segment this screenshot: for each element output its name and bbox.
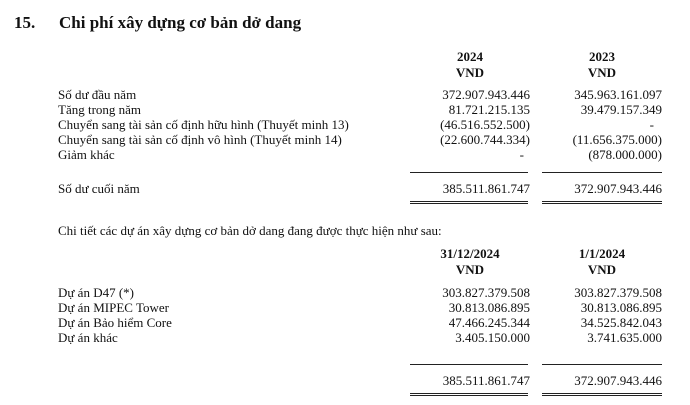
value-2024: 81.721.215.135 (448, 102, 530, 117)
table2-unit-start: VND (587, 262, 617, 277)
project-label: Dự án Bảo hiểm Core (58, 315, 172, 330)
table1-unit-2023: VND (587, 65, 617, 80)
row-label: Tăng trong năm (58, 102, 142, 117)
value-start: 303.827.379.508 (574, 285, 662, 300)
table-row (0, 285, 690, 300)
project-label: Dự án D47 (*) (58, 285, 135, 300)
value-2023: 39.479.157.349 (580, 102, 662, 117)
value-2023: (11.656.375.000) (572, 132, 662, 147)
section-number: 15. (14, 13, 36, 32)
table-row (0, 132, 690, 147)
subtotal-rule-start (542, 364, 662, 365)
table1-unit-2024: VND (455, 65, 485, 80)
table-row (0, 87, 690, 102)
value-end: 303.827.379.508 (442, 285, 530, 300)
total-2023: 372.907.943.446 (574, 181, 662, 196)
total-double-rule-end (410, 393, 528, 396)
table-row (0, 330, 690, 345)
total-2024: 385.511.861.747 (442, 181, 530, 196)
total-double-rule-2024 (410, 201, 528, 204)
value-start: 34.525.842.043 (580, 315, 662, 330)
total-start: 372.907.943.446 (574, 373, 662, 388)
value-2024: - (519, 147, 524, 162)
subtotal-rule-2023 (542, 172, 662, 173)
value-2023: - (649, 117, 654, 132)
total-label: Số dư cuối năm (58, 181, 140, 196)
table1-total-row (0, 181, 690, 196)
row-label: Chuyển sang tài sản cố định vô hình (Thuyết minh 14) (58, 132, 342, 147)
value-end: 30.813.086.895 (448, 300, 530, 315)
table2-header-start-date: 1/1/2024 (578, 246, 626, 261)
table2-header-unit-row (0, 262, 690, 277)
value-start: 3.741.635.000 (587, 330, 662, 345)
section-title: Chi phí xây dựng cơ bản dở dang (59, 13, 302, 32)
subtotal-rule-2024 (410, 172, 528, 173)
value-2024: (46.516.552.500) (440, 117, 530, 132)
value-2023: (878.000.000) (588, 147, 662, 162)
table2-total-row (0, 373, 690, 388)
value-start: 30.813.086.895 (580, 300, 662, 315)
value-2024: 372.907.943.446 (442, 87, 530, 102)
table1-header-unit-row (0, 65, 690, 80)
table2-header-date-row (0, 246, 690, 261)
section-heading (14, 13, 301, 33)
row-label: Số dư đầu năm (58, 87, 137, 102)
table-row (0, 117, 690, 132)
table1-header-2024: 2024 (457, 49, 483, 64)
subtotal-rule-end (410, 364, 528, 365)
table1-header-year-row (0, 49, 690, 64)
row-label: Chuyển sang tài sản cố định hữu hình (Thuyết minh 13) (58, 117, 349, 132)
table-row (0, 147, 690, 162)
table2-unit-end: VND (455, 262, 485, 277)
total-double-rule-2023 (542, 201, 662, 204)
table2-header-end-date: 31/12/2024 (440, 246, 500, 261)
table-row (0, 300, 690, 315)
table-row (0, 102, 690, 117)
project-label: Dự án MIPEC Tower (58, 300, 169, 315)
value-end: 47.466.245.344 (448, 315, 530, 330)
table-row (0, 315, 690, 330)
total-double-rule-start (542, 393, 662, 396)
table1-header-2023: 2023 (589, 49, 615, 64)
value-2023: 345.963.161.097 (574, 87, 662, 102)
row-label: Giảm khác (58, 147, 115, 162)
total-end: 385.511.861.747 (442, 373, 530, 388)
intro-text: Chi tiết các dự án xây dựng cơ bản dở dang đang được thực hiện như sau: (58, 223, 442, 238)
project-label: Dự án khác (58, 330, 118, 345)
value-end: 3.405.150.000 (455, 330, 530, 345)
value-2024: (22.600.744.334) (440, 132, 530, 147)
